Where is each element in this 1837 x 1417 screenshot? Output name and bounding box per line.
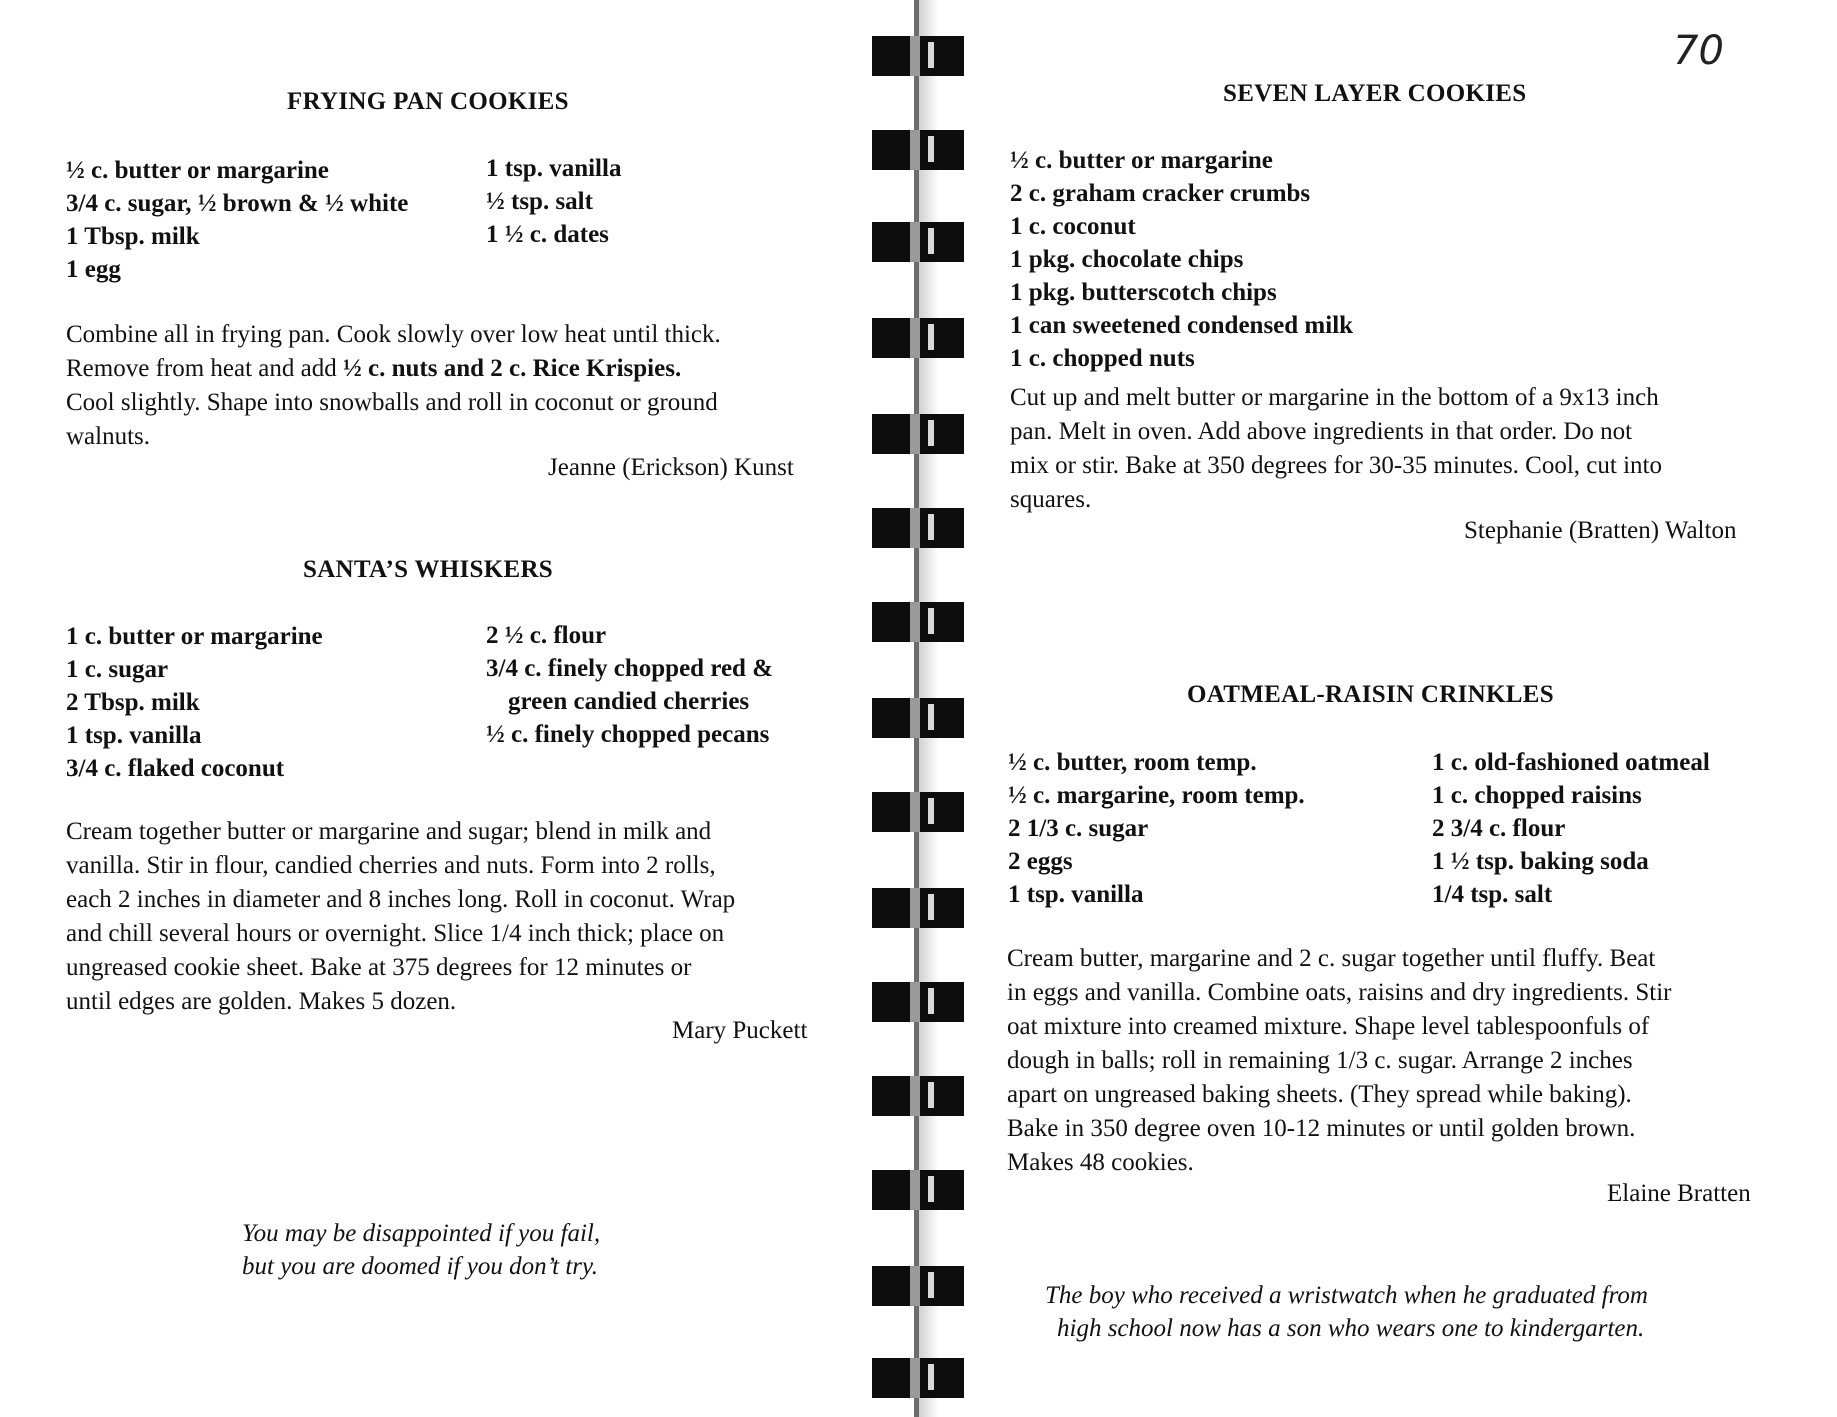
- recipe-author: Elaine Bratten: [1607, 1180, 1751, 1207]
- quote: [1045, 1279, 1648, 1345]
- recipe-title-seven-layer-cookies: SEVEN LAYER COOKIES: [1223, 80, 1527, 107]
- directions-line: Cream together butter or margarine and sugar; blend in milk and: [66, 818, 712, 845]
- ingredient: 3/4 c. flaked coconut: [66, 755, 285, 782]
- ingredient: 2 1/3 c. sugar: [1008, 815, 1149, 842]
- ingredient: 1 tsp. vanilla: [486, 155, 622, 182]
- ingredients-column-2: [1432, 746, 1710, 911]
- ingredient: 3/4 c. sugar, ½ brown & ½ white: [66, 190, 409, 217]
- directions-line: squares.: [1010, 486, 1092, 513]
- ingredients-list: [1010, 144, 1353, 375]
- directions-line: oat mixture into creamed mixture. Shape level tablespoonfuls of: [1007, 1013, 1650, 1040]
- recipe-title-santas-whiskers: SANTA’S WHISKERS: [303, 556, 554, 583]
- recipe-directions: [1007, 942, 1671, 1180]
- spiral-ring: [872, 1358, 964, 1398]
- ingredient: ½ c. margarine, room temp.: [1008, 782, 1305, 809]
- recipe-author: Jeanne (Erickson) Kunst: [548, 454, 794, 481]
- spiral-ring: [872, 508, 964, 548]
- directions-line: and chill several hours or overnight. Slice 1/4 inch thick; place on: [66, 920, 725, 947]
- directions-line: Cut up and melt butter or margarine in the bottom of a 9x13 inch: [1010, 384, 1659, 411]
- ingredient: ½ tsp. salt: [486, 188, 593, 215]
- ingredient: 1 c. sugar: [66, 656, 169, 683]
- recipe-directions: [66, 815, 735, 1019]
- ingredient: 2 Tbsp. milk: [66, 689, 200, 716]
- ingredient: ½ c. finely chopped pecans: [486, 721, 770, 748]
- spiral-ring: [872, 792, 964, 832]
- recipe-author: Mary Puckett: [672, 1017, 808, 1044]
- directions-line: pan. Melt in oven. Add above ingredients in that order. Do not: [1010, 418, 1633, 445]
- recipe-directions: [66, 318, 721, 454]
- quote-line: The boy who received a wristwatch when he graduated from: [1045, 1282, 1648, 1309]
- directions-line: ungreased cookie sheet. Bake at 375 degrees for 12 minutes or: [66, 954, 692, 981]
- ingredient: 1 can sweetened condensed milk: [1010, 312, 1354, 339]
- spiral-ring: [872, 1170, 964, 1210]
- ingredient: 2 3/4 c. flour: [1432, 815, 1566, 842]
- ingredients-column-1: [1008, 746, 1305, 911]
- ingredient: 1 c. chopped nuts: [1010, 345, 1195, 372]
- directions-line: Remove from heat and add ½ c. nuts and 2 c. Rice Krispies.: [66, 355, 682, 382]
- spiral-ring: [872, 130, 964, 170]
- ingredient: 1 pkg. butterscotch chips: [1010, 279, 1277, 306]
- spiral-ring: [872, 318, 964, 358]
- ingredient: 3/4 c. finely chopped red &: [486, 655, 774, 682]
- ingredient: 1/4 tsp. salt: [1432, 881, 1553, 908]
- ingredient: 1 c. butter or margarine: [66, 623, 323, 650]
- left-page: [0, 0, 880, 1417]
- ingredient: 2 eggs: [1008, 848, 1073, 875]
- directions-line: Cream butter, margarine and 2 c. sugar together until fluffy. Beat: [1007, 945, 1656, 972]
- directions-bold: ½ c. nuts and 2 c. Rice Krispies.: [343, 355, 682, 382]
- directions-line: mix or stir. Bake at 350 degrees for 30-35 minutes. Cool, cut into: [1010, 452, 1662, 479]
- directions-line: until edges are golden. Makes 5 dozen.: [66, 988, 457, 1015]
- ingredient: ½ c. butter or margarine: [1010, 147, 1273, 174]
- directions-line: apart on ungreased baking sheets. (They spread while baking).: [1007, 1081, 1632, 1108]
- quote: [242, 1217, 600, 1283]
- ingredient: 1 tsp. vanilla: [1008, 881, 1144, 908]
- directions-line: vanilla. Stir in flour, candied cherries and nuts. Form into 2 rolls,: [66, 852, 716, 879]
- spiral-ring: [872, 888, 964, 928]
- spiral-ring: [872, 222, 964, 262]
- ingredient: ½ c. butter or margarine: [66, 157, 329, 184]
- recipe-title-frying-pan-cookies: FRYING PAN COOKIES: [287, 88, 569, 115]
- ingredients-column-1: [66, 620, 323, 785]
- ingredient: 1 ½ c. dates: [486, 221, 609, 248]
- ingredient: 1 Tbsp. milk: [66, 223, 200, 250]
- quote-line: but you are doomed if you don’t try.: [242, 1253, 598, 1280]
- directions-line: Cool slightly. Shape into snowballs and roll in coconut or ground: [66, 389, 718, 416]
- quote-line: You may be disappointed if you fail,: [242, 1220, 601, 1247]
- spiral-ring: [872, 1266, 964, 1306]
- directions-line: Bake in 350 degree oven 10-12 minutes or until golden brown.: [1007, 1115, 1636, 1142]
- quote-line: high school now has a son who wears one to kindergarten.: [1057, 1315, 1645, 1342]
- ingredient: 1 c. chopped raisins: [1432, 782, 1642, 809]
- ingredient: 1 egg: [66, 256, 121, 283]
- spiral-ring: [872, 982, 964, 1022]
- ingredients-column-2: [486, 619, 773, 751]
- ingredient: 2 ½ c. flour: [486, 622, 607, 649]
- recipe-title-oatmeal-raisin-crinkles: OATMEAL-RAISIN CRINKLES: [1187, 681, 1554, 708]
- directions-line: Combine all in frying pan. Cook slowly over low heat until thick.: [66, 321, 721, 348]
- directions-line: Makes 48 cookies.: [1007, 1149, 1194, 1176]
- page-number: 70: [1673, 28, 1724, 74]
- spiral-ring: [872, 414, 964, 454]
- ingredient: 1 tsp. vanilla: [66, 722, 202, 749]
- spiral-ring: [872, 698, 964, 738]
- directions-line: in eggs and vanilla. Combine oats, raisins and dry ingredients. Stir: [1007, 979, 1672, 1006]
- spiral-ring: [872, 602, 964, 642]
- recipe-directions: [1010, 381, 1662, 517]
- ingredient: 1 c. old-fashioned oatmeal: [1432, 749, 1710, 776]
- spiral-ring: [872, 36, 964, 76]
- ingredients-column-2: [486, 152, 621, 251]
- recipe-author: Stephanie (Bratten) Walton: [1464, 517, 1737, 544]
- spiral-ring: [872, 1076, 964, 1116]
- directions-line: walnuts.: [66, 423, 151, 450]
- ingredient: 1 c. coconut: [1010, 213, 1136, 240]
- ingredient: 1 ½ tsp. baking soda: [1432, 848, 1649, 875]
- ingredients-column-1: [66, 154, 408, 286]
- directions-line: each 2 inches in diameter and 8 inches long. Roll in coconut. Wrap: [66, 886, 736, 913]
- ingredient: ½ c. butter, room temp.: [1008, 749, 1257, 776]
- ingredient: green candied cherries: [508, 688, 750, 715]
- ingredient: 1 pkg. chocolate chips: [1010, 246, 1244, 273]
- ingredient: 2 c. graham cracker crumbs: [1010, 180, 1311, 207]
- directions-line: dough in balls; roll in remaining 1/3 c. sugar. Arrange 2 inches: [1007, 1047, 1633, 1074]
